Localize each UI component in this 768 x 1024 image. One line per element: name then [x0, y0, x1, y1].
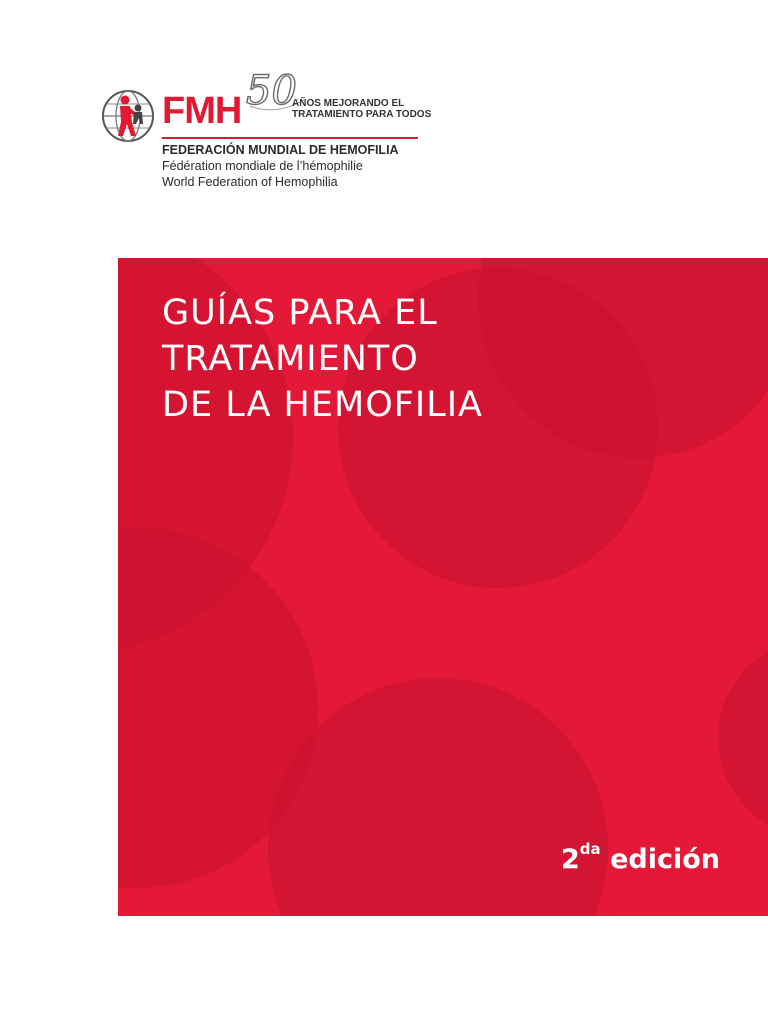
cover-title — [162, 290, 483, 428]
anniversary-tagline — [292, 98, 431, 120]
tagline-line-2: TRATAMIENTO PARA TODOS — [292, 109, 432, 120]
organization-names — [162, 142, 399, 190]
title-line-1: GUÍAS PARA EL — [162, 293, 438, 333]
org-name-english: World Federation of Hemophilia — [162, 175, 338, 189]
cover-panel — [118, 258, 768, 916]
tagline-line-1: AÑOS MEJORANDO EL — [292, 98, 405, 109]
globe-logo-icon — [100, 88, 156, 144]
edition-label — [561, 840, 720, 875]
org-name-spanish: FEDERACIÓN MUNDIAL DE HEMOFILIA — [162, 143, 399, 157]
title-line-3: DE LA HEMOFILIA — [162, 385, 483, 425]
fifty-years-number: 50 — [246, 68, 297, 114]
edition-suffix: da — [579, 840, 601, 858]
title-line-2: TRATAMIENTO — [162, 339, 419, 379]
fmh-acronym: FMH — [162, 90, 242, 132]
org-name-french: Fédération mondiale de l’hémophilie — [162, 159, 363, 173]
edition-word: edición — [610, 844, 720, 875]
edition-number: 2 — [561, 844, 580, 875]
wfh-logo — [100, 60, 430, 200]
logo-divider — [162, 137, 418, 139]
